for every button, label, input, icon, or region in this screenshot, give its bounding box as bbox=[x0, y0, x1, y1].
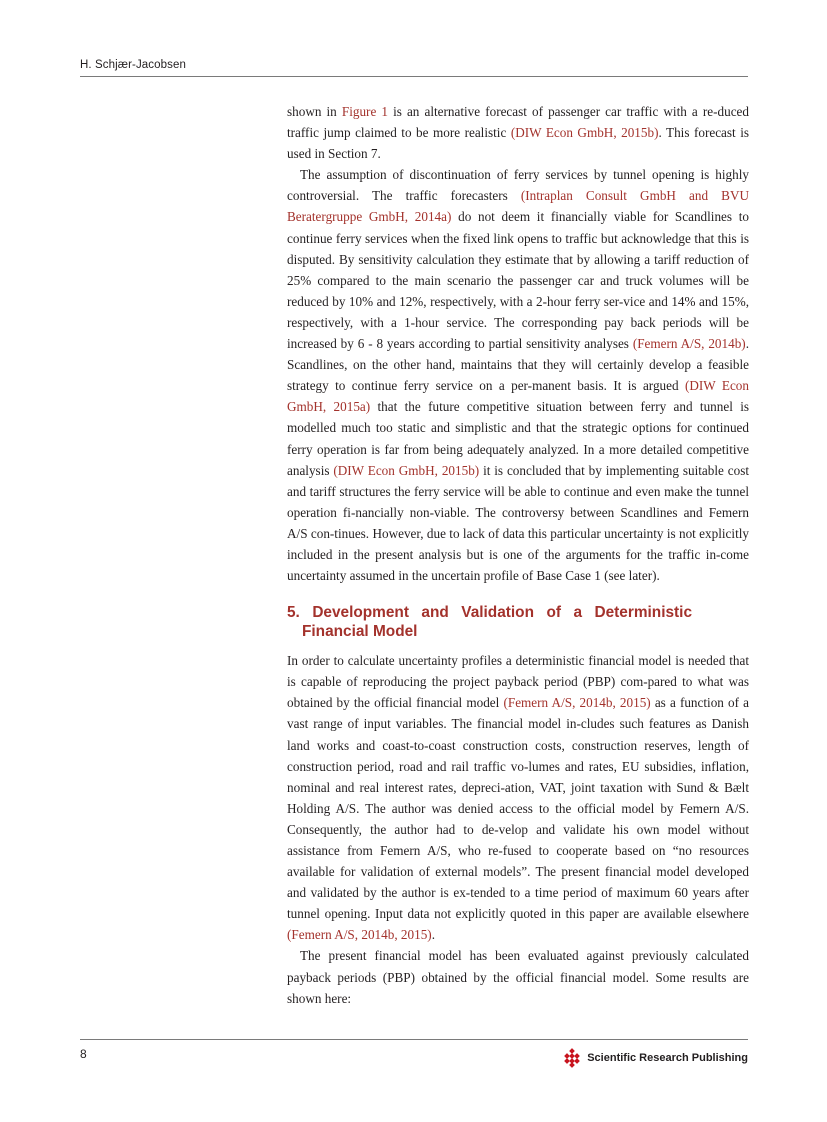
paragraph-figure-reference bbox=[287, 101, 749, 164]
citation-link[interactable]: (Femern A/S, 2014b) bbox=[632, 336, 746, 352]
citation-link[interactable]: (Intraplan Consult GmbH and BVU Beratergruppe GmbH, 2014a) bbox=[287, 188, 750, 225]
text: that the future competitive situation between ferry and tunnel is modelled much too static and simplistic and that the strategic options for continued ferry operation is far from being adequately analyzed. In a more detailed competitive analysis bbox=[287, 399, 750, 478]
citation-link[interactable]: (DIW Econ GmbH, 2015b) bbox=[333, 462, 480, 478]
figure-link[interactable]: Figure 1 bbox=[341, 104, 388, 119]
text: shown in bbox=[287, 104, 342, 119]
text: it is concluded that by implementing suitable cost and tariff structures the ferry service will be able to continue and even make the tunnel operation fi-nancially non-viable. The controversy between Scandlines and Femern A/S con-tinues. However, due to lack of data this particular uncertainty is not explicitly included in the present analysis but is one of the arguments for the traffic in-come uncertainty assumed in the uncertain profile of Base Case 1 (see later). bbox=[287, 462, 749, 584]
citation-link[interactable]: (DIW Econ GmbH, 2015a) bbox=[287, 378, 749, 415]
text: as a function of a vast range of input variables. The financial model in-cludes such features as Danish land works and coast-to-coast construction costs, construction reserves, length of construction period, road and rail traffic vo-lumes and rates, EU subsidies, inflation, nominal and real interest rates, depreci-ation, VAT, joint taxation with Sund & Bælt Holding A/S. The author was denied access to the official model by Femern A/S. Consequently, the author had to de-velop and validate his own model without assistance from Femern A/S, who re-fused to cooperate based on “no resources available for validation of external models”. The present financial model developed and validated by the author is ex-tended to a time period of maximum 60 years after tunnel opening. Input data not explicitly quoted in this paper are available elsewhere bbox=[287, 695, 749, 922]
text: In order to calculate uncertainty profiles a deterministic financial model is needed that is capable of reproducing the project payback period (PBP) com-pared to what was obtained by the official financial model bbox=[287, 653, 749, 711]
header-divider bbox=[80, 76, 748, 77]
paragraph-evaluation bbox=[287, 945, 749, 1008]
text: . Scandlines, on the other hand, maintains that they will certainly develop a feasible strategy to continue ferry service on a per-manent basis. It is argued bbox=[287, 336, 749, 394]
text: . This forecast is used in Section 7. bbox=[287, 125, 749, 162]
text: The present financial model has been evaluated against previously calculated payback periods (PBP) obtained by the official financial model. Some results are shown here: bbox=[287, 948, 749, 1006]
footer-divider bbox=[80, 1039, 748, 1040]
text: . bbox=[431, 927, 435, 943]
scirp-logo-icon bbox=[562, 1048, 582, 1068]
text: The assumption of discontinuation of ferry services by tunnel opening is highly controversial. The traffic forecasters bbox=[287, 167, 749, 204]
section-heading: 5. Development and Validation of a Deterministic Financial Model bbox=[287, 604, 692, 641]
citation-link[interactable]: (Femern A/S, 2014b, 2015) bbox=[287, 927, 432, 943]
citation-link[interactable]: (DIW Econ GmbH, 2015b) bbox=[510, 125, 659, 141]
publisher-name: Scientific Research Publishing bbox=[587, 1052, 748, 1064]
text: do not deem it financially viable for Scandlines to continue ferry services when the fixed link opens to traffic but acknowledge that this is disputed. By sensitivity calculation they estimate that by allowing a tariff reduction of 25% compared to the main scenario the passenger car and truck volumes will be reduced by 10% and 12%, respectively, with a 2-hour ferry ser-vice and 14% and 15%, respectively, with a 1-hour service. The corresponding pay back periods will be increased by 6 - 8 years according to partial sensitivity analyses bbox=[287, 209, 750, 352]
paragraph-financial-model bbox=[287, 650, 749, 945]
paragraph-ferry-services bbox=[287, 164, 749, 586]
text: is an alternative forecast of passenger car traffic with a re-duced traffic jump claimed to be more realistic bbox=[287, 104, 749, 141]
running-header-author: H. Schjær-Jacobsen bbox=[80, 59, 186, 71]
page-number: 8 bbox=[80, 1047, 87, 1061]
publisher-branding[interactable] bbox=[562, 1048, 748, 1068]
body-column bbox=[287, 101, 749, 1009]
citation-link[interactable]: (Femern A/S, 2014b, 2015) bbox=[503, 695, 651, 711]
